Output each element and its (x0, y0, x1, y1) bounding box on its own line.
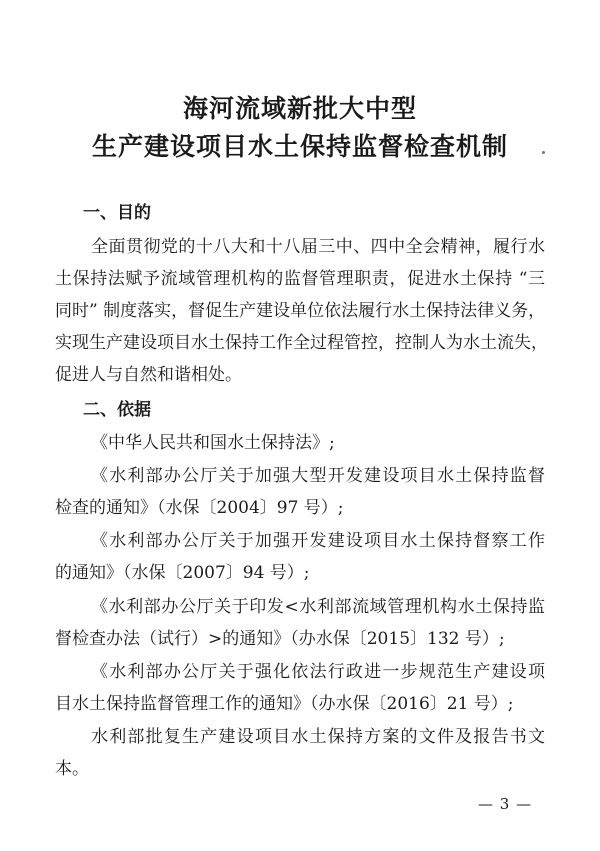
basis-item: 水利部批复生产建设项目水土保持方案的文件及报告书文 (91, 727, 545, 747)
section-heading-basis: 二、依据 (83, 400, 151, 420)
basis-item-continuation: 检查的通知》（水保〔2004〕97 号）; (55, 498, 344, 518)
basis-item-continuation: 督检查办法（试行）>的通知》（办水保〔2015〕132 号）; (55, 629, 505, 649)
basis-item: 《水利部办公厅关于加强大型开发建设项目水土保持监督 (91, 466, 545, 486)
paragraph-line: 土保持法赋予流域管理机构的监督管理职责，促进水土保持 “三 (55, 269, 545, 289)
scan-speck (542, 151, 545, 154)
basis-item: 《水利部办公厅关于印发<水利部流域管理机构水土保持监 (91, 597, 545, 617)
basis-item-continuation: 的通知》（水保〔2007〕94 号）; (55, 563, 310, 583)
basis-item-continuation: 本。 (55, 759, 89, 779)
paragraph-line: 促进人与自然和谐相处。 (55, 365, 242, 385)
section-heading-purpose: 一、目的 (83, 203, 151, 223)
basis-item-continuation: 目水土保持监督管理工作的通知》（办水保〔2016〕21 号）; (55, 694, 514, 714)
document-title-line-1: 海河流域新批大中型 (182, 94, 417, 123)
page-number: — 3 — (478, 795, 533, 813)
paragraph-line: 实现生产建设项目水土保持工作全过程管控，控制人为水土流失， (55, 333, 548, 353)
basis-item: 《水利部办公厅关于强化依法行政进一步规范生产建设项 (91, 662, 545, 682)
document-title-line-2: 生产建设项目水土保持监督检查机制 (91, 132, 508, 161)
basis-item: 《水利部办公厅关于加强开发建设项目水土保持督察工作 (91, 531, 545, 551)
basis-item: 《中华人民共和国水土保持法》; (91, 433, 335, 453)
paragraph-line: 同时” 制度落实，督促生产建设单位依法履行水土保持法律义务， (55, 301, 546, 321)
paragraph-line: 全面贯彻党的十八大和十八届三中、四中全会精神，履行水 (91, 237, 545, 257)
